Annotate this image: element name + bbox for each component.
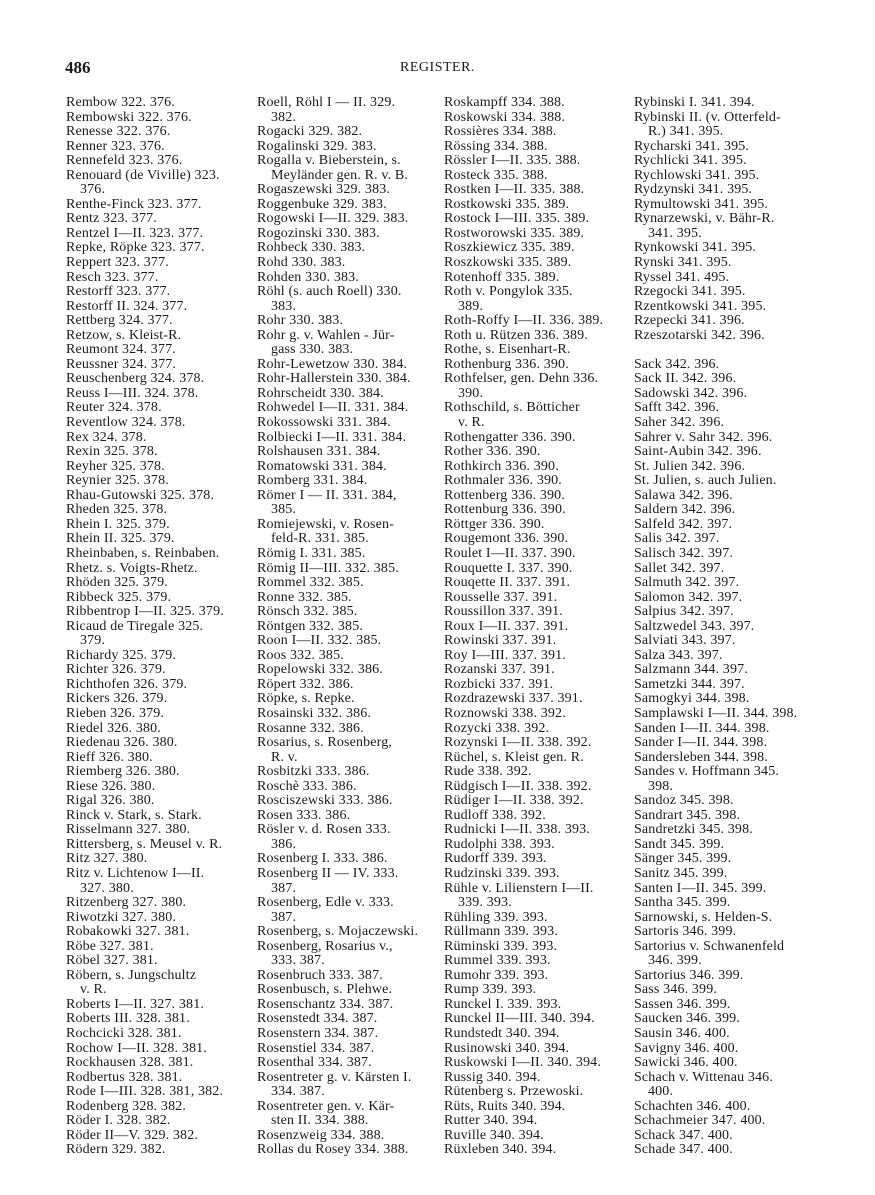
register-entry: Rothfelser, gen. Dehn 336. 390. xyxy=(444,371,599,401)
register-entry: Roszkiewicz 335. 389. xyxy=(444,240,575,256)
register-entry: Roschè 333. 386. xyxy=(257,778,357,794)
register-entry: Rosenstiel 334. 387. xyxy=(257,1040,375,1056)
register-entry: Sandretzki 345. 398. xyxy=(634,822,753,838)
register-entry: Rothkirch 336. 390. xyxy=(444,458,559,474)
register-entry: Salomon 342. 397. xyxy=(634,589,743,605)
register-entry: Rommel 332. 385. xyxy=(257,575,364,591)
register-entry: Rogalla v. Bieberstein, s. Meyländer gen. R. v. B. xyxy=(257,153,409,183)
register-entry: Rosenbusch, s. Plehwe. xyxy=(257,982,393,998)
register-entry: Runckel II—III. 340. 394. xyxy=(444,1011,595,1027)
register-entry: Rosenthal 334. 387. xyxy=(257,1055,372,1071)
register-entry: Rybinski II. (v. Otterfeld- R.) 341. 395. xyxy=(634,109,781,140)
register-entry: Retzow, s. Kleist-R. xyxy=(66,327,182,343)
register-entry: Rosteck 335. 388. xyxy=(444,167,548,183)
register-entry: Rüts, Ruits 340. 394. xyxy=(444,1098,566,1114)
register-entry: Reventlow 324. 378. xyxy=(66,415,186,431)
register-entry: Ryssel 341. 495. xyxy=(634,269,730,285)
register-entry: Ritz v. Lichtenow I—II. 327. 380. xyxy=(66,865,205,896)
register-entry: Schachten 346. 400. xyxy=(634,1098,751,1114)
register-entry: Rump 339. 393. xyxy=(444,982,537,998)
register-entry: Rosarius, s. Rosenberg, R. v. xyxy=(257,735,393,765)
register-entry: Rickers 326. 379. xyxy=(66,691,168,707)
page-title: REGISTER. xyxy=(400,60,475,75)
register-entry: Reuschenberg 324. 378. xyxy=(66,371,205,387)
register-column-1 xyxy=(66,96,251,1158)
register-entry: Salmuth 342. 397. xyxy=(634,575,740,591)
register-entry: Rüxleben 340. 394. xyxy=(444,1142,557,1158)
register-entry: Röbern, s. Jungschultz v. R. xyxy=(66,967,197,998)
register-entry: Riedenau 326. 380. xyxy=(66,735,178,751)
register-entry: Rynski 341. 395. xyxy=(634,255,732,271)
register-entry: Sandes v. Hoffmann 345. 398. xyxy=(634,764,779,794)
register-entry: Roberts I—II. 327. 381. xyxy=(66,996,204,1012)
register-entry: Romatowski 331. 384. xyxy=(257,458,387,474)
register-entry: Sandt 345. 399. xyxy=(634,836,725,852)
register-entry: Repke, Röpke 323. 377. xyxy=(66,240,205,256)
register-entry: Sander I—II. 344. 398. xyxy=(634,735,768,751)
register-entry: Rogaszewski 329. 383. xyxy=(257,182,391,198)
register-entry: Salfeld 342. 397. xyxy=(634,516,733,532)
register-entry: Rumohr 339. 393. xyxy=(444,967,549,983)
register-entry: Rosen 333. 386. xyxy=(257,807,351,823)
register-entry: Roulet I—II. 337. 390. xyxy=(444,545,576,561)
register-entry: Ropelowski 332. 386. xyxy=(257,662,383,678)
register-entry: Rohwedel I—II. 331. 384. xyxy=(257,400,409,416)
register-entry: Rusinowski 340. 394. xyxy=(444,1040,570,1056)
register-entry: Rutter 340. 394. xyxy=(444,1113,538,1129)
register-entry: Renthe-Finck 323. 377. xyxy=(66,196,202,212)
register-entry: Rudzinski 339. 393. xyxy=(444,865,560,881)
register-entry: Rundstedt 340. 394. xyxy=(444,1026,560,1041)
register-entry: Rudolphi 338. 393. xyxy=(444,836,555,852)
register-entry: Rozycki 338. 392. xyxy=(444,720,550,736)
register-entry: Rottenberg 336. 390. xyxy=(444,487,565,503)
register-entry: Röntgen 332. 385. xyxy=(257,618,363,634)
register-entry: Rolshausen 331. 384. xyxy=(257,444,381,460)
register-entry: Roszkowski 335. 389. xyxy=(444,255,572,271)
register-entry: Rouquette I. 337. 390. xyxy=(444,560,573,576)
register-entry: Röbel 327. 381. xyxy=(66,953,158,969)
register-entry: Sawicki 346. 400. xyxy=(634,1055,738,1071)
register-entry: Rössler I—II. 335. 388. xyxy=(444,153,581,169)
register-entry: Rogacki 329. 382. xyxy=(257,124,363,140)
register-entry: Saltzwedel 343. 397. xyxy=(634,618,755,634)
register-entry: Rosenberg I. 333. 386. xyxy=(257,851,388,867)
register-entry: Rudloff 338. 392. xyxy=(444,807,546,823)
register-entry: Rohr-Lewetzow 330. 384. xyxy=(257,356,408,372)
register-entry: Rüdiger I—II. 338. 392. xyxy=(444,793,584,809)
register-entry: Sandersleben 344. 398. xyxy=(634,749,768,765)
register-entry: Rosenbruch 333. 387. xyxy=(257,967,383,983)
register-entry: Rymultowski 341. 395. xyxy=(634,196,769,212)
register-entry: Ribbeck 325. 379. xyxy=(66,589,172,605)
register-entry: Rotenhoff 335. 389. xyxy=(444,269,560,285)
register-entry: Rolbiecki I—II. 331. 384. xyxy=(257,429,407,445)
register-entry: Rosentreter g. v. Kärsten I. 334. 387. xyxy=(257,1069,412,1100)
register-entry: Rothenburg 336. 390. xyxy=(444,356,569,372)
register-entry: Rogalinski 329. 383. xyxy=(257,138,377,154)
register-entry: Rostkowski 335. 389. xyxy=(444,196,570,212)
register-entry: Richter 326. 379. xyxy=(66,662,166,678)
register-entry: Santha 345. 399. xyxy=(634,895,731,911)
register-entry: Roell, Röhl I — II. 329. 382. xyxy=(257,95,396,125)
register-entry: Rossières 334. 388. xyxy=(444,124,557,140)
register-entry: Ricaud de Tiregale 325. 379. xyxy=(66,618,204,649)
register-entry: Saint-Aubin 342. 396. xyxy=(634,444,762,460)
register-entry: Rohr-Hallerstein 330. 384. xyxy=(257,371,411,387)
register-entry: Salviati 343. 397. xyxy=(634,633,736,649)
register-entry: Roos 332. 385. xyxy=(257,647,344,663)
register-entry: Rohd 330. 383. xyxy=(257,255,346,271)
register-entry: Rhein I. 325. 379. xyxy=(66,516,170,532)
register-entry: Renouard (de Viville) 323. 376. xyxy=(66,167,220,198)
register-entry: Rowinski 337. 391. xyxy=(444,633,557,649)
register-entry: Rzentkowski 341. 395. xyxy=(634,298,767,314)
register-entry: Romiejewski, v. Rosen- feld-R. 331. 385. xyxy=(257,516,394,547)
register-entry: Ronne 332. 385. xyxy=(257,589,352,605)
register-entry: Rössing 334. 388. xyxy=(444,138,548,154)
register-entry: Rodbertus 328. 381. xyxy=(66,1069,183,1085)
register-entry: Rothe, s. Eisenhart-R. xyxy=(444,342,571,358)
register-entry: Rode I—III. 328. 381, 382. xyxy=(66,1084,224,1100)
register-entry: Roon I—II. 332. 385. xyxy=(257,633,382,649)
register-entry: Rokossowski 331. 384. xyxy=(257,415,391,431)
register-entry: Rohr 330. 383. xyxy=(257,313,344,329)
register-entry: Rentzel I—II. 323. 377. xyxy=(66,225,204,241)
register-entry: Risselmann 327. 380. xyxy=(66,822,191,838)
register-entry: Sallet 342. 397. xyxy=(634,560,725,576)
register-entry: Rosenberg, Rosarius v., 333. 387. xyxy=(257,938,393,969)
register-entry: Rudnicki I—II. 338. 393. xyxy=(444,822,590,838)
register-entry: Rohrscheidt 330. 384. xyxy=(257,385,384,401)
register-entry: Salpius 342. 397. xyxy=(634,604,734,620)
register-entry: Runckel I. 339. 393. xyxy=(444,996,562,1012)
register-entry: Rybinski I. 341. 394. xyxy=(634,95,755,110)
register-entry: Sandrart 345. 398. xyxy=(634,807,741,823)
register-entry: Rieff 326. 380. xyxy=(66,749,153,765)
register-entry: Rigal 326. 380. xyxy=(66,793,155,809)
register-entry: Rzegocki 341. 395. xyxy=(634,284,746,300)
register-entry: Rothmaler 336. 390. xyxy=(444,473,562,489)
register-entry: Rogowski I—II. 329. 383. xyxy=(257,211,409,227)
register-entry: Samogkyi 344. 398. xyxy=(634,691,750,707)
register-entry: Roberts III. 328. 381. xyxy=(66,1011,190,1027)
register-entry: Rosbitzki 333. 386. xyxy=(257,764,370,780)
register-entry: Renner 323. 376. xyxy=(66,138,165,154)
register-entry: Rozynski I—II. 338. 392. xyxy=(444,735,592,751)
register-entry: Rosenstern 334. 387. xyxy=(257,1026,379,1041)
register-entry: Rönsch 332. 385. xyxy=(257,604,358,620)
register-entry: Rösler v. d. Rosen 333. 386. xyxy=(257,822,391,852)
register-entry: Rohr g. v. Wahlen - Jür- gass 330. 383. xyxy=(257,327,395,358)
register-entry: Röpert 332. 386. xyxy=(257,676,354,692)
register-entry: Römer I — II. 331. 384, 385. xyxy=(257,487,397,518)
register-entry: Röder I. 328. 382. xyxy=(66,1113,171,1129)
register-entry: Ruville 340. 394. xyxy=(444,1127,544,1143)
register-entry: Saher 342. 396. xyxy=(634,415,725,431)
register-entry: Rhau-Gutowski 325. 378. xyxy=(66,487,215,503)
register-entry: Röbe 327. 381. xyxy=(66,938,154,954)
register-entry: Restorff 323. 377. xyxy=(66,284,171,300)
register-entry: Rosenzweig 334. 388. xyxy=(257,1127,385,1143)
register-entry: Riese 326. 380. xyxy=(66,778,156,794)
register-entry: Saldern 342. 396. xyxy=(634,502,736,518)
register-entry: Rozbicki 337. 391. xyxy=(444,676,554,692)
register-entry: Rosanne 332. 386. xyxy=(257,720,364,736)
register-entry: Safft 342. 396. xyxy=(634,400,720,416)
register-entry: Rheinbaben, s. Reinbaben. xyxy=(66,545,220,561)
register-entry: Santen I—II. 345. 399. xyxy=(634,880,767,896)
register-entry: Rockhausen 328. 381. xyxy=(66,1055,194,1071)
register-entry: Rhetz. s. Voigts-Rhetz. xyxy=(66,560,198,576)
register-entry: Rüdgisch I—II. 338. 392. xyxy=(444,778,592,794)
register-column-3 xyxy=(444,96,629,1158)
register-entry: St. Julien 342. 396. xyxy=(634,458,746,474)
register-entry: Rembow 322. 376. xyxy=(66,95,175,110)
register-entry: Rexin 325. 378. xyxy=(66,444,158,460)
register-column-2 xyxy=(257,96,442,1158)
register-entry: Savigny 346. 400. xyxy=(634,1040,739,1056)
register-entry: Salis 342. 397. xyxy=(634,531,720,547)
register-entry: Rzepecki 341. 396. xyxy=(634,313,745,329)
register-entry: Sausin 346. 400. xyxy=(634,1026,730,1041)
register-entry: Rosenschantz 334. 387. xyxy=(257,996,394,1012)
register-entry: Rydzynski 341. 395. xyxy=(634,182,753,198)
register-entry: Rudorff 339. 393. xyxy=(444,851,547,867)
register-entry: Rüminski 339. 393. xyxy=(444,938,558,954)
register-entry: Röder II—V. 329. 382. xyxy=(66,1127,198,1143)
register-entry: Sartoris 346. 399. xyxy=(634,924,737,940)
register-entry: Sadowski 342. 396. xyxy=(634,385,748,401)
register-entry: Rinck v. Stark, s. Stark. xyxy=(66,807,202,823)
register-entry: Rittersberg, s. Meusel v. R. xyxy=(66,836,223,852)
register-entry: Roznowski 338. 392. xyxy=(444,705,566,721)
register-entry: Reppert 323. 377. xyxy=(66,255,169,271)
register-entry: Roux I—II. 337. 391. xyxy=(444,618,569,634)
register-entry: Roggenbuke 329. 383. xyxy=(257,196,387,212)
register-entry: Rynarzewski, v. Bähr-R. 341. 395. xyxy=(634,211,775,241)
register-entry: Rozanski 337. 391. xyxy=(444,662,555,678)
register-entry: Riedel 326. 380. xyxy=(66,720,161,736)
register-entry: Reumont 324. 377. xyxy=(66,342,176,358)
register-entry: Rosenberg, s. Mojaczewski. xyxy=(257,924,419,940)
register-entry: Sänger 345. 399. xyxy=(634,851,732,867)
register-entry: Röttger 336. 390. xyxy=(444,516,545,532)
register-entry: Rhein II. 325. 379. xyxy=(66,531,175,547)
register-entry: Römig I. 331. 385. xyxy=(257,545,366,561)
register-entry: Rother 336. 390. xyxy=(444,444,541,460)
register-entry: Roussillon 337. 391. xyxy=(444,604,563,620)
register-entry: Sametzki 344. 397. xyxy=(634,676,745,692)
register-entry: Roth-Roffy I—II. 336. 389. xyxy=(444,313,604,329)
register-entry: Rhöden 325. 379. xyxy=(66,575,168,591)
register-entry: Sack II. 342. 396. xyxy=(634,371,737,387)
register-entry: Schach v. Wittenau 346. 400. xyxy=(634,1069,773,1100)
register-entry: Ruskowski I—II. 340. 394. xyxy=(444,1055,601,1071)
register-entry: Rosainski 332. 386. xyxy=(257,705,372,721)
register-entry: St. Julien, s. auch Julien. xyxy=(634,473,777,489)
register-entry: Saucken 346. 399. xyxy=(634,1011,740,1027)
register-entry: Resch 323. 377. xyxy=(66,269,159,285)
register-entry: Ritz 327. 380. xyxy=(66,851,148,867)
register-entry: Rycharski 341. 395. xyxy=(634,138,750,154)
register-entry: Reynier 325. 378. xyxy=(66,473,169,489)
register-entry: Rembowski 322. 376. xyxy=(66,109,192,125)
register-entry: Rex 324. 378. xyxy=(66,429,147,445)
register-entry: Roth u. Rützen 336. 389. xyxy=(444,327,588,343)
register-entry: Rychlicki 341. 395. xyxy=(634,153,747,169)
register-entry: Rennefeld 323. 376. xyxy=(66,153,183,169)
register-entry: Rollas du Rosey 334. 388. xyxy=(257,1142,409,1158)
register-entry: Riemberg 326. 380. xyxy=(66,764,180,780)
register-entry: Roskowski 334. 388. xyxy=(444,109,566,125)
register-entry: Rodenberg 328. 382. xyxy=(66,1098,187,1114)
register-entry: Riwotzki 327. 380. xyxy=(66,909,177,925)
register-entry: Röpke, s. Repke. xyxy=(257,691,355,707)
register-entry: Rothengatter 336. 390. xyxy=(444,429,576,445)
register-entry: Ritzenberg 327. 380. xyxy=(66,895,187,911)
register-entry: Reyher 325. 378. xyxy=(66,458,165,474)
page-number: 486 xyxy=(65,58,91,77)
register-entry: Rütenberg s. Przewoski. xyxy=(444,1084,584,1100)
register-entry: Rentz 323. 377. xyxy=(66,211,157,227)
register-entry: Sass 346. 399. xyxy=(634,982,717,998)
register-entry: Rühling 339. 393. xyxy=(444,909,548,925)
register-entry: Sarnowski, s. Helden-S. xyxy=(634,909,773,925)
register-entry: Restorff II. 324. 377. xyxy=(66,298,188,314)
section-gap xyxy=(634,343,819,358)
register-entry: Rousselle 337. 391. xyxy=(444,589,558,605)
register-entry: Rothschild, s. Bötticher v. R. xyxy=(444,400,580,431)
register-entry: Rummel 339. 393. xyxy=(444,953,551,969)
register-entry: Sahrer v. Sahr 342. 396. xyxy=(634,429,773,445)
register-entry: Rheden 325. 378. xyxy=(66,502,168,518)
register-entry: Rosenstedt 334. 387. xyxy=(257,1011,378,1027)
register-entry: Rostworowski 335. 389. xyxy=(444,225,585,241)
register-entry: Roy I—III. 337. 391. xyxy=(444,647,566,663)
register-entry: Rochow I—II. 328. 381. xyxy=(66,1040,207,1056)
register-entry: Rödern 329. 382. xyxy=(66,1142,166,1158)
register-entry: Rettberg 324. 377. xyxy=(66,313,173,329)
register-entry: Rüchel, s. Kleist gen. R. xyxy=(444,749,584,765)
register-entry: Sanden I—II. 344. 398. xyxy=(634,720,770,736)
register-entry: Rzeszotarski 342. 396. xyxy=(634,327,765,343)
register-entry: Rosciszewski 333. 386. xyxy=(257,793,393,809)
register-entry: Richardy 325. 379. xyxy=(66,647,177,663)
register-entry: Reuss I—III. 324. 378. xyxy=(66,385,199,401)
register-entry: Roskampff 334. 388. xyxy=(444,95,565,110)
register-entry: Sandoz 345. 398. xyxy=(634,793,734,809)
register-entry: Rochcicki 328. 381. xyxy=(66,1026,182,1041)
register-entry: Robakowki 327. 381. xyxy=(66,924,190,940)
register-entry: Rozdrazewski 337. 391. xyxy=(444,691,583,707)
register-entry: Rostock I—III. 335. 389. xyxy=(444,211,590,227)
register-entry: Reuter 324. 378. xyxy=(66,400,162,416)
register-entry: Rostken I—II. 335. 388. xyxy=(444,182,585,198)
register-entry: Rühle v. Lilienstern I—II. 339. 393. xyxy=(444,880,594,911)
register-entry: Samplawski I—II. 344. 398. xyxy=(634,705,798,721)
register-entry: Rogozinski 330. 383. xyxy=(257,225,380,241)
register-entry: Sack 342. 396. xyxy=(634,356,720,372)
register-entry: Schachmeier 347. 400. xyxy=(634,1113,766,1129)
register-entry: Salawa 342. 396. xyxy=(634,487,733,503)
register-entry: Salzmann 344. 397. xyxy=(634,662,748,678)
register-entry: Sartorius v. Schwanenfeld 346. 399. xyxy=(634,938,785,969)
register-entry: Salisch 342. 397. xyxy=(634,545,733,561)
register-entry: Röhl (s. auch Roell) 330. 383. xyxy=(257,284,402,314)
register-entry: Sartorius 346. 399. xyxy=(634,967,744,983)
register-column-4 xyxy=(634,96,819,1158)
register-entry: Rosenberg, Edle v. 333. 387. xyxy=(257,895,394,925)
register-entry: Rüllmann 339. 393. xyxy=(444,924,558,940)
register-entry: Rohden 330. 383. xyxy=(257,269,359,285)
register-entry: Rynkowski 341. 395. xyxy=(634,240,757,256)
register-entry: Rougemont 336. 390. xyxy=(444,531,569,547)
register-entry: Rieben 326. 379. xyxy=(66,705,165,721)
register-entry: Schack 347. 400. xyxy=(634,1127,733,1143)
register-entry: Römig II—III. 332. 385. xyxy=(257,560,399,576)
register-entry: Salza 343. 397. xyxy=(634,647,723,663)
register-entry: Roth v. Pongylok 335. 389. xyxy=(444,284,573,314)
register-entry: Rottenburg 336. 390. xyxy=(444,502,566,518)
register-entry: Renesse 322. 376. xyxy=(66,124,171,140)
register-entry: Schade 347. 400. xyxy=(634,1142,733,1158)
register-entry: Rouqette II. 337. 391. xyxy=(444,575,571,591)
register-entry: Sanitz 345. 399. xyxy=(634,865,728,881)
register-entry: Rohbeck 330. 383. xyxy=(257,240,366,256)
register-entry: Richthofen 326. 379. xyxy=(66,676,188,692)
register-entry: Rude 338. 392. xyxy=(444,764,532,780)
register-entry: Rosenberg II — IV. 333. 387. xyxy=(257,865,399,896)
register-entry: Russig 340. 394. xyxy=(444,1069,541,1085)
register-entry: Rosentreter gen. v. Kär- sten II. 334. 388. xyxy=(257,1098,395,1129)
register-entry: Sassen 346. 399. xyxy=(634,996,731,1012)
register-entry: Reussner 324. 377. xyxy=(66,356,177,372)
register-entry: Romberg 331. 384. xyxy=(257,473,368,489)
register-entry: Rychlowski 341. 395. xyxy=(634,167,760,183)
register-entry: Ribbentrop I—II. 325. 379. xyxy=(66,604,224,620)
